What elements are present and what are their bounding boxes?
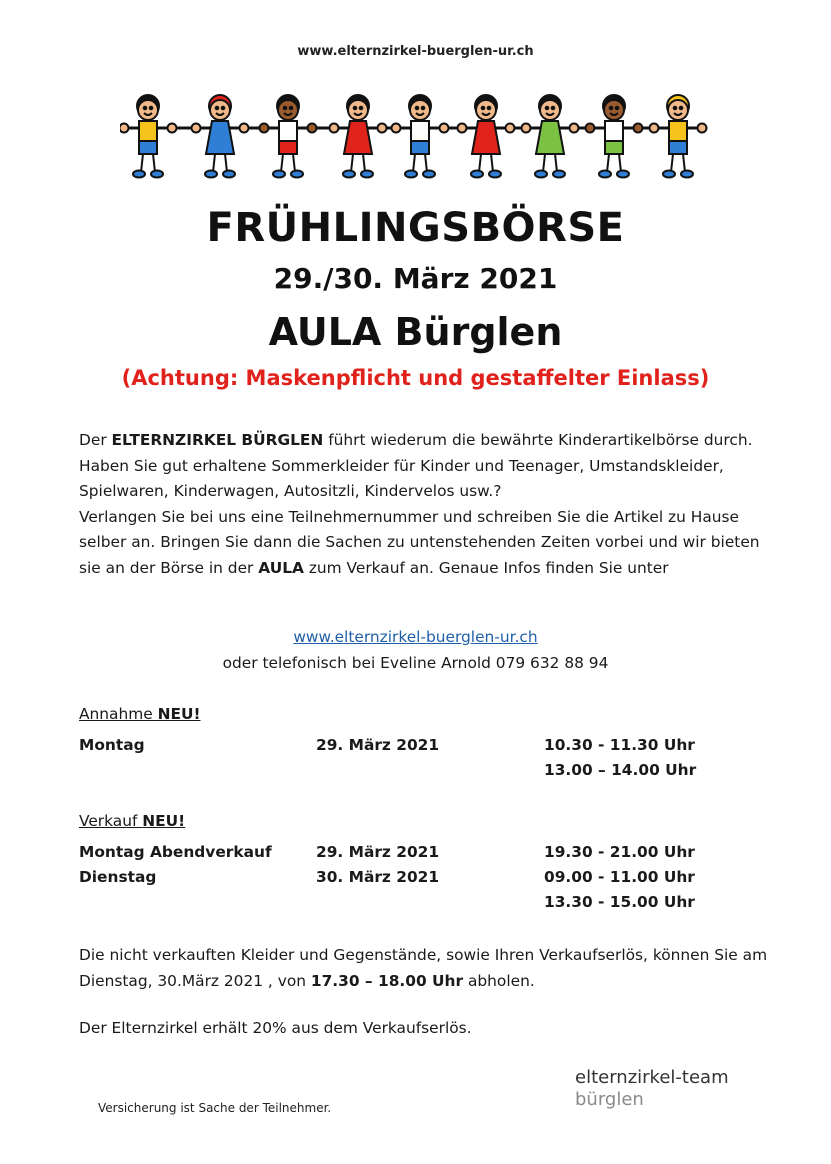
verkauf-heading — [79, 812, 185, 830]
kid-hand — [440, 124, 449, 133]
team-line-1: elternzirkel-team — [575, 1067, 729, 1088]
kid-eye — [680, 107, 683, 110]
schedule-row — [79, 736, 779, 762]
kid-hand — [192, 124, 201, 133]
kid-hand — [392, 124, 401, 133]
kid-shoe — [151, 171, 163, 178]
kid-shoe — [681, 171, 693, 178]
row-time: 10.30 - 11.30 Uhr — [544, 736, 695, 754]
kid-shoe — [273, 171, 285, 178]
kid-dress — [344, 121, 372, 154]
schedule-row — [79, 843, 779, 869]
header-url: www.elternzirkel-buerglen-ur.ch — [297, 44, 534, 59]
kid-face — [476, 100, 496, 120]
kid-shoe — [535, 171, 547, 178]
event-title: FRÜHLINGSBÖRSE — [206, 205, 625, 251]
event-venue: AULA Bürglen — [268, 310, 563, 354]
kid-dress — [536, 121, 564, 154]
kid-leg — [363, 154, 365, 172]
row-date: 30. März 2021 — [316, 868, 440, 886]
kid-hand — [698, 124, 707, 133]
kid-eye — [552, 107, 555, 110]
kid-shoe — [553, 171, 565, 178]
event-date: 29./30. März 2021 — [273, 262, 558, 295]
kid-shoe — [423, 171, 435, 178]
row-time: 09.00 - 11.00 Uhr — [544, 868, 695, 886]
children-holding-hands-icon — [120, 88, 710, 188]
kid-leg — [153, 154, 155, 172]
row-date: 29. März 2021 — [316, 736, 440, 754]
organizer-name: ELTERNZIRKEL BÜRGLEN — [111, 431, 324, 449]
kid-hand — [240, 124, 249, 133]
pickup-text-c: abholen. — [463, 971, 535, 990]
kid-leg — [683, 154, 685, 172]
intro-paragraph-1 — [79, 428, 769, 454]
intro-text-1c: führt wiederum die bewährte Kinderartikelbörse durch. — [323, 431, 753, 449]
annahme-heading — [79, 705, 201, 723]
kid-hand — [330, 124, 339, 133]
kid-shirt — [139, 121, 157, 141]
kid-hand — [634, 124, 643, 133]
kid-hand — [506, 124, 515, 133]
intro-text — [79, 428, 769, 581]
intro-paragraph-3 — [79, 505, 769, 582]
kid-face — [210, 100, 230, 120]
verkauf-heading-label: Verkauf — [79, 812, 143, 830]
kid-shoe — [133, 171, 145, 178]
row-time: 13.00 – 14.00 Uhr — [544, 761, 697, 779]
kid-shirt — [669, 121, 687, 141]
kid-eye — [546, 107, 549, 110]
kid-hand — [260, 124, 269, 133]
kid-dress — [206, 121, 234, 154]
kid-eye — [610, 107, 613, 110]
kid-shoe — [471, 171, 483, 178]
kid-pants — [279, 141, 297, 154]
kid-shoe — [489, 171, 501, 178]
team-signature — [575, 1067, 729, 1111]
kid-pants — [605, 141, 623, 154]
kid-leg — [141, 154, 143, 172]
kid-shirt — [411, 121, 429, 141]
mask-warning: (Achtung: Maskenpflicht und gestaffelter Einlass) — [121, 366, 710, 390]
row-day: Montag Abendverkauf — [79, 843, 272, 861]
kid-shoe — [291, 171, 303, 178]
phone-contact: oder telefonisch bei Eveline Arnold 079 632 88 94 — [222, 654, 609, 672]
kid-shoe — [405, 171, 417, 178]
row-day: Montag — [79, 736, 145, 754]
kid-face — [348, 100, 368, 120]
kid-leg — [619, 154, 621, 172]
kid-leg — [543, 154, 545, 172]
kid-leg — [293, 154, 295, 172]
kid-face — [540, 100, 560, 120]
kid-shoe — [663, 171, 675, 178]
schedule-row — [79, 761, 779, 787]
kid-hand — [650, 124, 659, 133]
kid-eye — [216, 107, 219, 110]
kid-leg — [351, 154, 353, 172]
pickup-text-a: Die nicht verkauften Kleider und Gegenstände, sowie Ihren Verkaufserlös, können Sie am Dienstag, 30.März 2021 , von — [79, 946, 768, 990]
kid-hand — [120, 124, 129, 133]
kid-eye — [284, 107, 287, 110]
kid-leg — [225, 154, 227, 172]
kid-pants — [669, 141, 687, 154]
commission-paragraph: Der Elternzirkel erhält 20% aus dem Verkaufserlös. — [79, 1019, 472, 1037]
kid-hand — [522, 124, 531, 133]
kid-eye — [222, 107, 225, 110]
kid-shoe — [343, 171, 355, 178]
kid-hand — [570, 124, 579, 133]
kid-face — [278, 100, 298, 120]
kid-eye — [416, 107, 419, 110]
kid-shoe — [205, 171, 217, 178]
intro-text-1a: Der — [79, 431, 112, 449]
kid-face — [604, 100, 624, 120]
kid-leg — [671, 154, 673, 172]
intro-text-3a: Verlangen Sie bei uns eine Teilnehmernummer und schreiben Sie die Artikel zu Hause selber an. Bringen Sie dann die Sachen zu untenstehenden Zeiten vorbei und wir bieten sie an der Börse in der — [79, 507, 760, 577]
kid-shoe — [223, 171, 235, 178]
kid-eye — [290, 107, 293, 110]
kid-leg — [413, 154, 415, 172]
kid-shoe — [361, 171, 373, 178]
kid-pants — [139, 141, 157, 154]
kid-shirt — [279, 121, 297, 141]
schedule-row — [79, 868, 779, 894]
kid-leg — [555, 154, 557, 172]
kid-face — [410, 100, 430, 120]
kid-hand — [168, 124, 177, 133]
kid-eye — [144, 107, 147, 110]
kid-leg — [491, 154, 493, 172]
kid-shoe — [617, 171, 629, 178]
pickup-paragraph — [79, 943, 769, 994]
kid-hand — [458, 124, 467, 133]
kid-leg — [607, 154, 609, 172]
kid-face — [138, 100, 158, 120]
kid-eye — [422, 107, 425, 110]
schedule-row — [79, 893, 779, 919]
kid-face — [668, 100, 688, 120]
kid-eye — [488, 107, 491, 110]
intro-paragraph-2: Haben Sie gut erhaltene Sommerkleider für Kinder und Teenager, Umstandskleider, Spielwaren, Kinderwagen, Autositzli, Kindervelos usw.? — [79, 456, 724, 500]
kid-eye — [150, 107, 153, 110]
intro-text-3c: zum Verkauf an. Genaue Infos finden Sie unter — [303, 558, 669, 577]
row-time: 13.30 - 15.00 Uhr — [544, 893, 695, 911]
aula-bold: AULA — [258, 558, 304, 577]
kid-hand — [378, 124, 387, 133]
kid-leg — [281, 154, 283, 172]
verkauf-new-badge: NEU! — [142, 812, 186, 830]
row-day: Dienstag — [79, 868, 157, 886]
kid-leg — [213, 154, 215, 172]
annahme-heading-label: Annahme — [79, 705, 158, 723]
kid-hand — [586, 124, 595, 133]
annahme-new-badge: NEU! — [157, 705, 201, 723]
pickup-time: 17.30 – 18.00 Uhr — [310, 971, 464, 990]
kid-dress — [472, 121, 500, 154]
kid-eye — [354, 107, 357, 110]
kid-eye — [360, 107, 363, 110]
team-line-2: bürglen — [575, 1089, 644, 1110]
kid-hand — [308, 124, 317, 133]
kid-eye — [482, 107, 485, 110]
kid-eye — [616, 107, 619, 110]
kid-pants — [411, 141, 429, 154]
row-time: 19.30 - 21.00 Uhr — [544, 843, 695, 861]
kid-leg — [479, 154, 481, 172]
row-date: 29. März 2021 — [316, 843, 440, 861]
website-link[interactable]: www.elternzirkel-buerglen-ur.ch — [293, 628, 538, 646]
insurance-note: Versicherung ist Sache der Teilnehmer. — [98, 1101, 332, 1115]
kid-shoe — [599, 171, 611, 178]
kid-eye — [674, 107, 677, 110]
kid-leg — [425, 154, 427, 172]
kid-shirt — [605, 121, 623, 141]
